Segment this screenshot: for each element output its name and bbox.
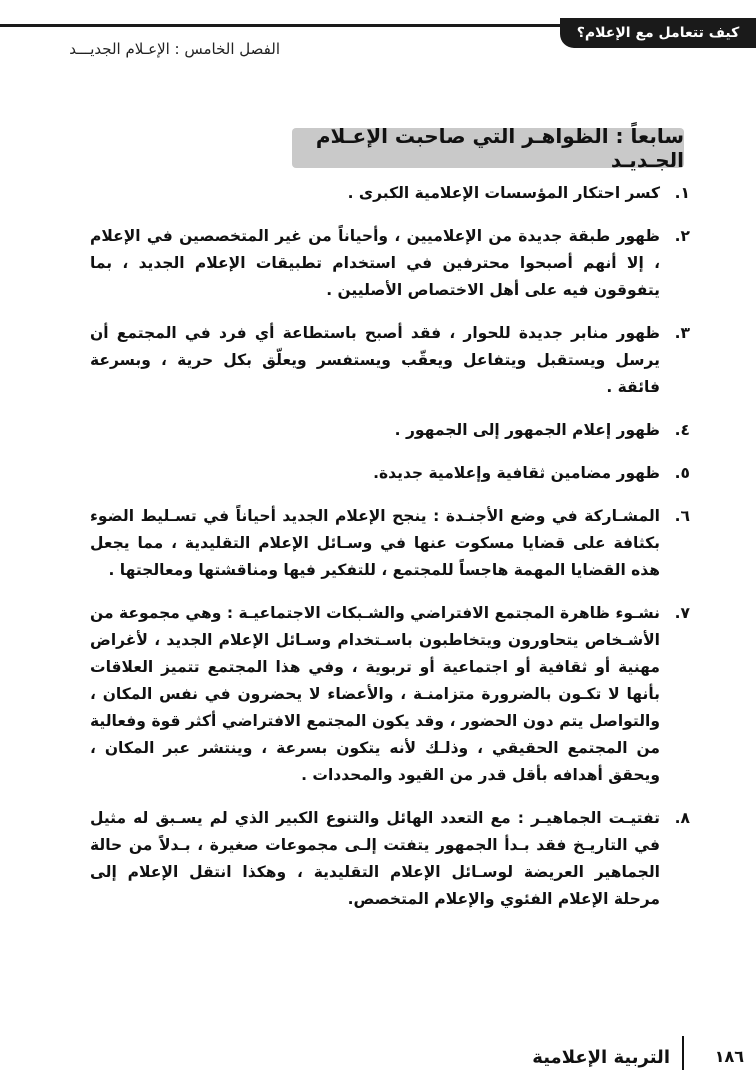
list-item bbox=[90, 180, 690, 207]
list-item-text: ظهور طبقة جديدة من الإعلاميين ، وأحياناً من غير المتخصصين في الإعلام ، إلا أنهم أصبحوا محترفين في استخدام تطبيقات الإعلام الجديد ، بما يتفوقون فيه على أهل الاختصاص الأصليين . bbox=[90, 227, 660, 299]
page-number: ١٨٦ bbox=[714, 1047, 744, 1066]
list-item-number: ٦. bbox=[674, 507, 690, 525]
section-title-text: سابعاً : الظواهـر التي صاحبت الإعـلام الجـديـد bbox=[315, 124, 684, 172]
list-item bbox=[90, 223, 690, 304]
list-item-number: ٨. bbox=[674, 809, 690, 827]
list-item bbox=[90, 805, 690, 913]
chapter-label: الفصل الخامس : الإعـلام الجديـــد bbox=[69, 40, 280, 58]
content-list bbox=[90, 180, 690, 929]
list-item-number: ٥. bbox=[674, 464, 690, 482]
list-item-number: ١. bbox=[674, 184, 690, 202]
section-title bbox=[292, 124, 684, 172]
footer-divider bbox=[682, 1036, 684, 1070]
list-item bbox=[90, 600, 690, 789]
header-tab bbox=[560, 18, 756, 48]
list-item-text: تفتيـت الجماهيـر : مع التعدد الهائل والتنوع الكبير الذي لم يسـبق له مثيل في التاريـخ فقد بـدأ الجمهور يتفتت إلـى مجموعات صغيرة ، بـدلاً من حالة الجماهير العريضة لوسـائل الإعلام التقليدية ، وهكذا انتقل الإعلام إلى مرحلة الإعلام الفئوي والإعلام المتخصص. bbox=[90, 809, 660, 908]
list-item bbox=[90, 320, 690, 401]
list-item-number: ٢. bbox=[674, 227, 690, 245]
list-item-text: نشـوء ظاهرة المجتمع الافتراضي والشـبكات الاجتماعيـة : وهي مجموعة من الأشـخاص يتحاورون ويتخاطبون باسـتخدام وسـائل الإعلام الجديد ، لأغراض مهنية أو ثقافية أو اجتماعية أو تربوية ، وفي هذا المجتمع تتميز العلاقات بأنها لا تكـون بالضرورة متزامنـة ، والأعضاء لا يحضرون في نفس المكان ، والتواصل يتم دون الحضور ، وقد يكون المجتمع الافتراضي أكثر قوة وفعالية من المجتمع الحقيقي ، وذلـك لأنه يتكون بسرعة ، وينتشر عبر المكان ، ويحقق أهدافه بأقل قدر من القيود والمحددات . bbox=[90, 604, 660, 784]
list-item-number: ٣. bbox=[674, 324, 690, 342]
header-rule bbox=[0, 24, 560, 27]
list-item-text: المشـاركة في وضع الأجنـدة : ينجح الإعلام الجديد أحياناً في تسـليط الضوء بكثافة على قضايا مسكوت عنها في وسـائل الإعلام التقليدية ، مما يجعل هذه القضايا المهمة هاجساً للمجتمع ، للتفكير فيها ومناقشتها ومعالجتها . bbox=[90, 507, 660, 579]
list-item-number: ٤. bbox=[674, 421, 690, 439]
footer-book-title: التربية الإعلامية bbox=[532, 1047, 670, 1068]
header-tab-label: كيف تتعامل مع الإعلام؟ bbox=[576, 25, 740, 41]
list-item bbox=[90, 417, 690, 444]
list-item-text: ظهور إعلام الجمهور إلى الجمهور . bbox=[394, 421, 660, 439]
list-item bbox=[90, 503, 690, 584]
list-item-text: ظهور مضامين ثقافية وإعلامية جديدة. bbox=[373, 464, 660, 482]
list-item-text: كسر احتكار المؤسسات الإعلامية الكبرى . bbox=[347, 184, 660, 202]
list-item-text: ظهور منابر جديدة للحوار ، فقد أصبح باستطاعة أي فرد في المجتمع أن يرسل ويستقبل ويتفاعل ويعقّب ويستفسر ويعلّق بكل حرية ، وبسرعة فائقة . bbox=[90, 324, 660, 396]
list-item-number: ٧. bbox=[674, 604, 690, 622]
list-item bbox=[90, 460, 690, 487]
